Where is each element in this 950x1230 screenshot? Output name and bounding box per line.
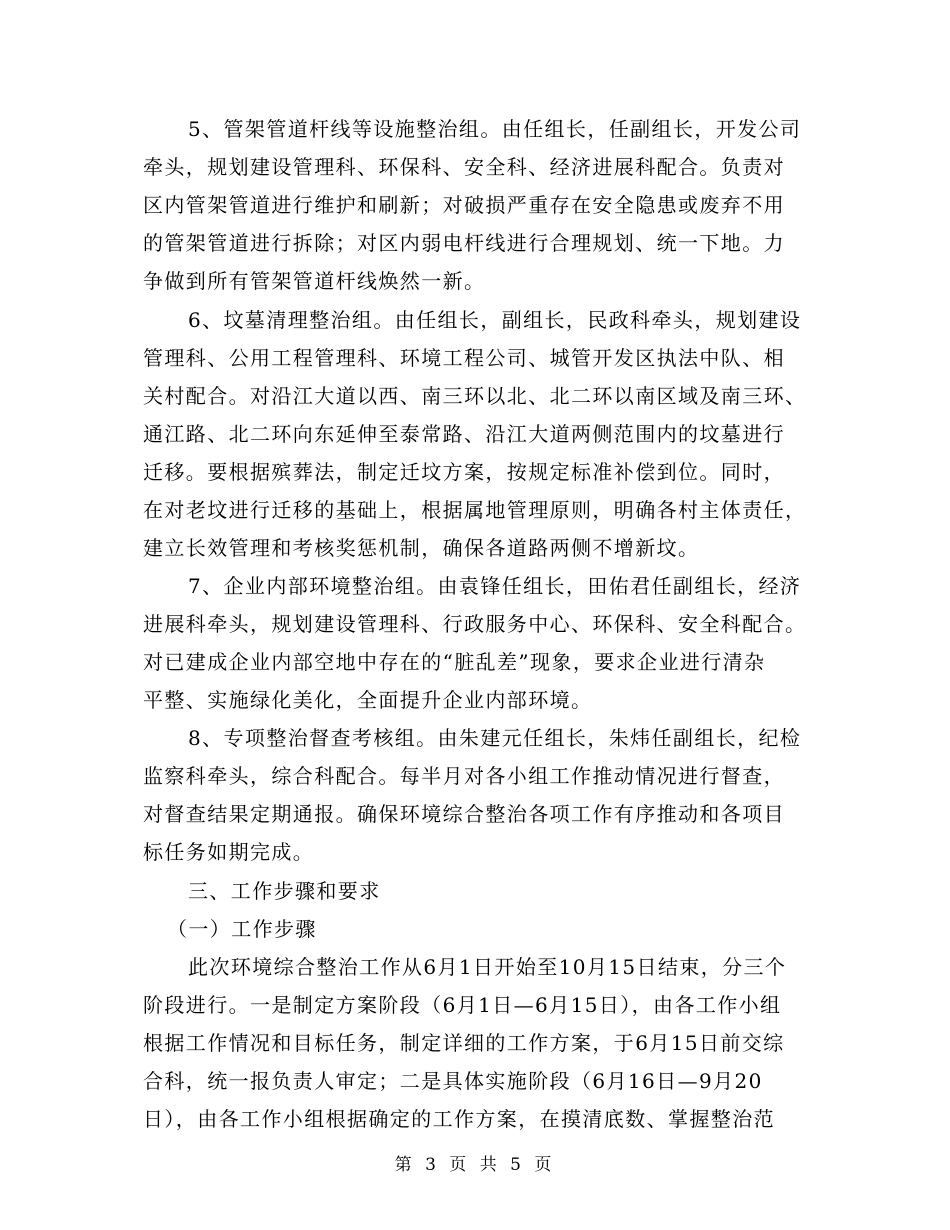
paragraph-8-line-2: 监察科牵头，综合科配合。每半月对各小组工作推动情况进行督查，: [143, 764, 785, 788]
paragraph-6-line-4: 通江路、北二环向东延伸至泰常路、沿江大道两侧范围内的坟墓进行: [143, 422, 785, 446]
paragraph-6-line-6: 在对老坟进行迁移的基础上，根据属地管理原则，明确各村主体责任，: [143, 498, 807, 522]
paragraph-steps-line-5: 日），由各工作小组根据确定的工作方案，在摸清底数、掌握整治范: [143, 1107, 775, 1131]
paragraph-7-line-1: 7、企业内部环境整治组。由袁锋任组长，田佑君任副组长，经济: [188, 574, 802, 598]
paragraph-8-line-4: 标任务如期完成。: [143, 840, 315, 864]
paragraph-6-line-1: 6、坟墓清理整治组。由任组长，副组长，民政科牵头，规划建设: [188, 308, 802, 332]
paragraph-5-line-5: 争做到所有管架管道杆线焕然一新。: [143, 269, 486, 293]
paragraph-5-line-1: 5、管架管道杆线等设施整治组。由任组长，任副组长，开发公司: [188, 117, 802, 141]
paragraph-steps-line-2: 阶段进行。一是制定方案阶段（6月1日—6月15日），由各工作小组: [143, 993, 782, 1017]
paragraph-8-line-1: 8、专项整治督查考核组。由朱建元任组长，朱炜任副组长，纪检: [188, 726, 802, 750]
paragraph-steps-line-3: 根据工作情况和目标任务，制定详细的工作方案，于6月15日前交综: [143, 1031, 785, 1055]
paragraph-7-line-2: 进展科牵头，规划建设管理科、行政服务中心、环保科、安全科配合。: [143, 612, 807, 636]
paragraph-6-line-2: 管理科、公用工程管理科、环境工程公司、城管开发区执法中队、相: [143, 346, 785, 370]
paragraph-5-line-3: 区内管架管道进行维护和刷新；对破损严重存在安全隐患或废弃不用: [143, 193, 785, 217]
paragraph-5-line-2: 牵头，规划建设管理科、环保科、安全科、经济进展科配合。负责对: [143, 155, 785, 179]
subsection-heading: （一）工作步骤: [167, 917, 317, 941]
paragraph-steps-line-4: 合科，统一报负责人审定；二是具体实施阶段（6月16日—9月20: [143, 1069, 763, 1093]
paragraph-5-line-4: 的管架管道进行拆除；对区内弱电杆线进行合理规划、统一下地。力: [143, 231, 785, 255]
paragraph-6-line-5: 迁移。要根据殡葬法，制定迁坟方案，按规定标准补偿到位。同时，: [143, 460, 785, 484]
paragraph-6-line-7: 建立长效管理和考核奖惩机制，确保各道路两侧不增新坟。: [143, 536, 700, 560]
paragraph-steps-line-1: 此次环境综合整治工作从6月1日开始至10月15日结束，分三个: [188, 955, 787, 979]
paragraph-7-line-4: 平整、实施绿化美化，全面提升企业内部环境。: [143, 688, 593, 712]
paragraph-7-line-3: 对已建成企业内部空地中存在的“脏乱差”现象，要求企业进行清杂: [143, 650, 766, 674]
page-number-footer: 第 3 页 共 5 页: [394, 1155, 556, 1175]
paragraph-6-line-3: 关村配合。对沿江大道以西、南三环以北、北二环以南区域及南三环、: [143, 384, 807, 408]
paragraph-8-line-3: 对督查结果定期通报。确保环境综合整治各项工作有序推动和各项目: [143, 802, 785, 826]
section-heading: 三、工作步骤和要求: [188, 879, 381, 903]
